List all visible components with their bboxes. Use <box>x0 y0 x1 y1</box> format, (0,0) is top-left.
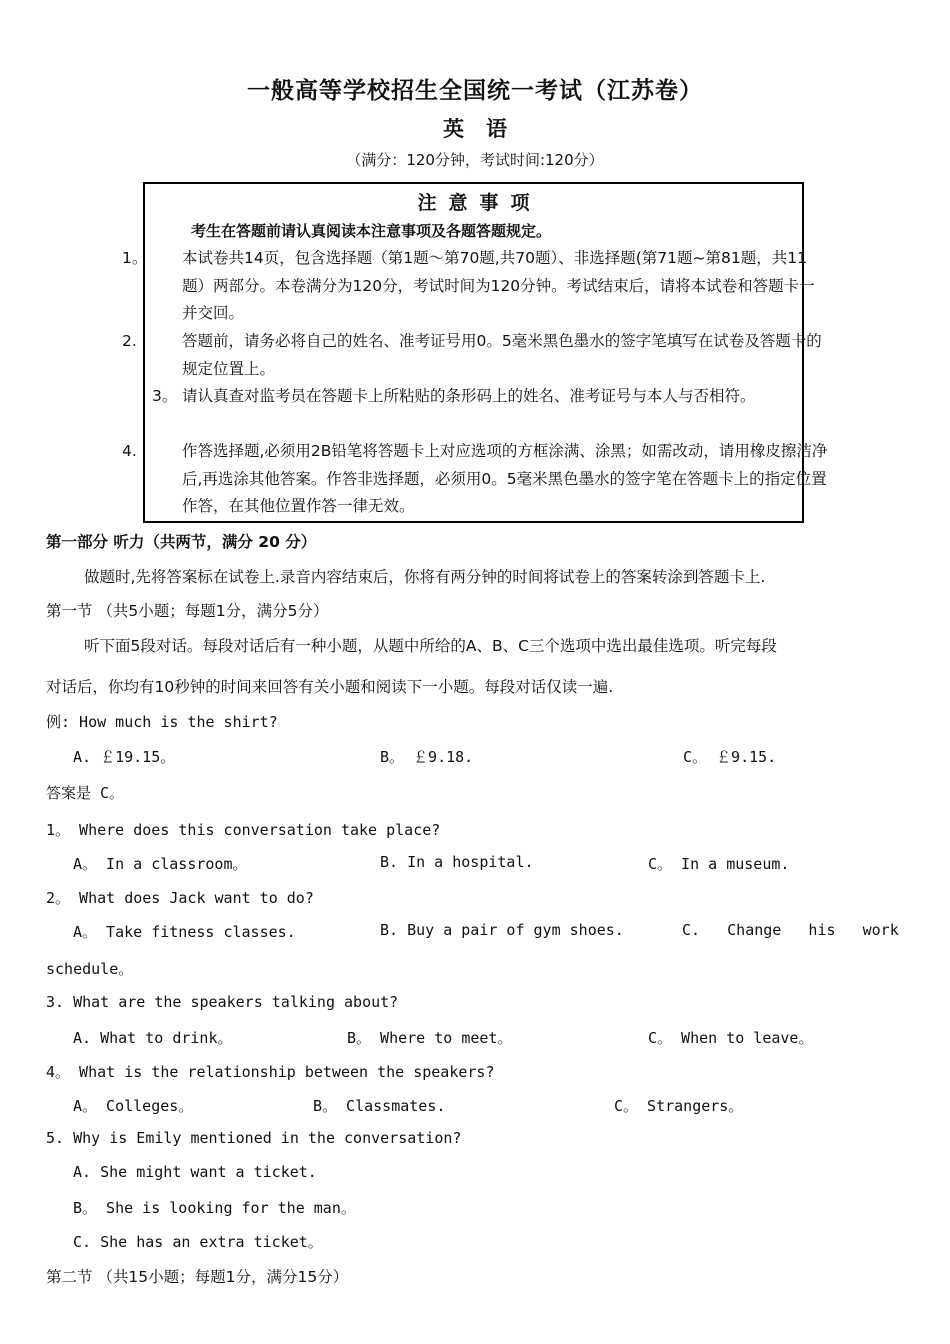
section1-instruction-cont: 对话后，你均有10秒钟的时间来回答有关小题和阅读下一小题。每段对话仅读一遍. <box>46 678 614 696</box>
notice-item <box>122 245 830 328</box>
notice-item-number: 2. <box>122 332 137 350</box>
example-option-b: B。 ￡9.18. <box>380 748 474 766</box>
section1-heading: 第一节 （共5小题；每题1分，满分5分） <box>46 602 329 620</box>
notice-box <box>122 182 828 523</box>
example-option-a: A. ￡19.15。 <box>73 748 176 766</box>
notice-item <box>122 438 830 521</box>
example-answer: 答案是 C。 <box>46 784 125 802</box>
exam-subject: 英语 <box>443 116 529 141</box>
example-question: 例: How much is the shirt? <box>46 713 278 731</box>
q4-option-b: B。 Classmates. <box>313 1097 446 1115</box>
notice-item <box>152 383 800 411</box>
q3-option-b: B。 Where to meet。 <box>347 1029 513 1047</box>
notice-item-text: 本试卷共14页，包含选择题（第1题～第70题,共70题）、非选择题(第71题~第81题，共11题）两部分。本卷满分为120分，考试时间为120分钟。考试结束后，请将本试卷和答题卡一并交回。 <box>182 249 815 322</box>
q4-option-c: C。 Strangers。 <box>614 1097 744 1115</box>
q1-option-a: A。 In a classroom。 <box>73 855 248 873</box>
notice-item-text: 请认真查对监考员在答题卡上所粘贴的条形码上的姓名、准考证号与本人与否相符。 <box>182 387 756 405</box>
q2-option-c: C. Change his work <box>682 921 899 939</box>
example-option-c: C。 ￡9.15. <box>683 748 777 766</box>
q3-option-c: C。 When to leave。 <box>648 1029 814 1047</box>
notice-item-number: 4. <box>122 442 137 460</box>
part1-heading: 第一部分 听力（共两节，满分 20 分） <box>46 533 317 551</box>
notice-item-number: 3。 <box>152 387 178 405</box>
q5-option-b: B。 She is looking for the man。 <box>73 1199 356 1217</box>
notice-intro: 考生在答题前请认真阅读本注意事项及各题答题规定。 <box>191 222 552 240</box>
question-1: 1。 Where does this conversation take place? <box>46 821 441 839</box>
notice-item <box>122 328 830 383</box>
q2-option-b: B. Buy a pair of gym shoes. <box>380 921 624 939</box>
notice-title: 注意事项 <box>417 192 542 214</box>
q2-option-a: A。 Take fitness classes. <box>73 923 296 941</box>
q1-option-b: B. In a hospital. <box>380 853 534 871</box>
q2-option-c-continuation: schedule。 <box>46 960 134 978</box>
q1-option-c: C。 In a museum. <box>648 855 790 873</box>
section1-instruction: 听下面5段对话。每段对话后有一种小题，从题中所给的A、B、C三个选项中选出最佳选项。听完每段 <box>84 637 777 655</box>
exam-title: 一般高等学校招生全国统一考试（江苏卷） <box>247 77 703 104</box>
q4-option-a: A。 Colleges。 <box>73 1097 194 1115</box>
question-3: 3. What are the speakers talking about? <box>46 993 399 1011</box>
question-5: 5. Why is Emily mentioned in the conversation? <box>46 1129 462 1147</box>
exam-meta: （满分：120分钟，考试时间:120分） <box>346 151 604 169</box>
section2-heading: 第二节 （共15小题；每题1分，满分15分） <box>46 1268 349 1286</box>
q5-option-a: A. She might want a ticket. <box>73 1163 317 1181</box>
notice-item-number: 1。 <box>122 249 148 267</box>
q3-option-a: A. What to drink。 <box>73 1029 233 1047</box>
question-2: 2。 What does Jack want to do? <box>46 889 314 907</box>
part1-instruction: 做题时,先将答案标在试卷上.录音内容结束后，你将有两分钟的时间将试卷上的答案转涂到答题卡上. <box>84 568 766 586</box>
notice-item-text: 答题前，请务必将自己的姓名、准考证号用0。5毫米黑色墨水的签字笔填写在试卷及答题卡的规定位置上。 <box>182 332 822 378</box>
notice-item-text: 作答选择题,必须用2B铅笔将答题卡上对应选项的方框涂满、涂黑；如需改动，请用橡皮擦洁净后,再选涂其他答案。作答非选择题，必须用0。5毫米黑色墨水的签字笔在答题卡上的指定位置作答，在其他位置作答一律无效。 <box>182 442 828 515</box>
question-4: 4。 What is the relationship between the speakers? <box>46 1063 495 1081</box>
q5-option-c: C. She has an extra ticket。 <box>73 1233 323 1251</box>
